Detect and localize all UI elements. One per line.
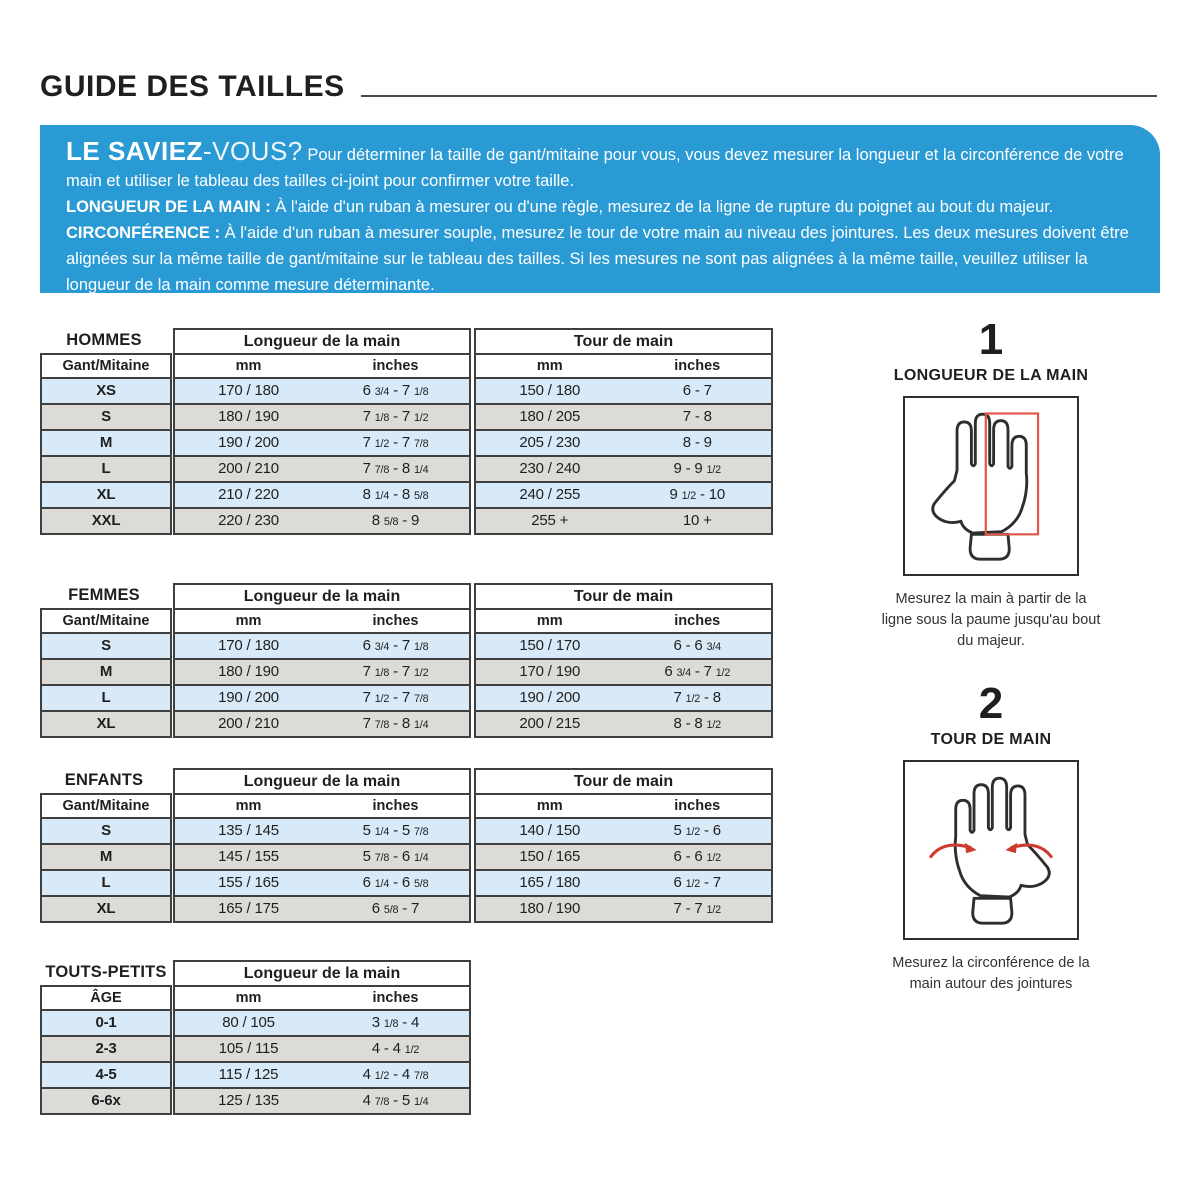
hand-length-icon bbox=[912, 405, 1070, 567]
table-row bbox=[476, 710, 771, 736]
cell-mm: 190 / 200 bbox=[218, 434, 279, 451]
size-cell: XL bbox=[96, 486, 116, 503]
unit-header-row bbox=[476, 795, 771, 817]
cell-inches: 7 1/2 - 7 7/8 bbox=[362, 434, 429, 451]
hand-circumference-group bbox=[474, 583, 773, 738]
cell-inches: 6 - 6 3/4 bbox=[673, 637, 721, 654]
unit-inches: inches bbox=[674, 358, 721, 374]
cell-inches: 6 1/4 - 6 5/8 bbox=[362, 874, 429, 891]
table-row bbox=[476, 658, 771, 684]
table-row bbox=[476, 455, 771, 481]
table-row bbox=[175, 895, 469, 921]
cell-mm: 105 / 115 bbox=[218, 1040, 279, 1057]
cell-inches: 7 7/8 - 8 1/4 bbox=[362, 460, 429, 477]
table-row bbox=[175, 684, 469, 710]
size-cell: M bbox=[99, 848, 113, 865]
table-row bbox=[476, 403, 771, 429]
cell-mm: 180 / 190 bbox=[519, 900, 581, 917]
table-row bbox=[175, 710, 469, 736]
cell-mm: 180 / 205 bbox=[519, 408, 581, 425]
unit-inches: inches bbox=[372, 990, 419, 1006]
table-title: HOMMES bbox=[66, 331, 142, 349]
cell-inches: 7 - 7 1/2 bbox=[673, 900, 721, 917]
table-row bbox=[42, 817, 170, 843]
cell-mm: 200 / 210 bbox=[218, 460, 279, 477]
table-row bbox=[175, 377, 469, 403]
size-column bbox=[40, 608, 172, 738]
hand-length-illustration bbox=[903, 396, 1079, 576]
table-title: ENFANTS bbox=[64, 771, 144, 789]
unit-inches: inches bbox=[372, 798, 419, 814]
cell-inches: 6 3/4 - 7 1/8 bbox=[362, 382, 429, 399]
table-row bbox=[42, 632, 170, 658]
unit-header-row bbox=[476, 355, 771, 377]
info-intro-text: Pour déterminer la taille de gant/mitaine pour vous, vous devez mesurer la longueur et la circonférence de votre main et utiliser le tableau des tailles ci-joint pour confirmer votre taille. bbox=[66, 146, 1124, 190]
size-cell: S bbox=[101, 408, 111, 425]
table-row bbox=[42, 710, 170, 736]
hand-length-label: LONGUEUR DE LA MAIN : bbox=[66, 198, 271, 216]
cell-mm: 135 / 145 bbox=[218, 822, 279, 839]
table-row bbox=[42, 1035, 170, 1061]
table-row bbox=[42, 1087, 170, 1113]
info-headline-light: -VOUS? bbox=[202, 136, 303, 166]
table-row bbox=[42, 843, 170, 869]
unit-mm: mm bbox=[235, 798, 262, 814]
info-circumference bbox=[66, 220, 1134, 298]
page-title: GUIDE DES TAILLES bbox=[40, 70, 345, 103]
size-column-header: Gant/Mitaine bbox=[62, 798, 150, 814]
age-column bbox=[40, 985, 172, 1115]
cell-mm: 190 / 200 bbox=[218, 689, 279, 706]
step-number: 1 bbox=[978, 315, 1004, 364]
cell-mm: 150 / 170 bbox=[519, 637, 581, 654]
table-title: TOUTS-PETITS bbox=[45, 963, 167, 981]
table-row bbox=[175, 658, 469, 684]
table-row bbox=[42, 658, 170, 684]
cell-mm: 230 / 240 bbox=[519, 460, 581, 477]
cell-inches: 8 - 9 bbox=[682, 434, 712, 451]
table-row bbox=[175, 403, 469, 429]
unit-mm: mm bbox=[536, 798, 563, 814]
info-intro bbox=[66, 138, 1134, 194]
cell-inches: 9 1/2 - 10 bbox=[669, 486, 726, 503]
cell-inches: 9 - 9 1/2 bbox=[673, 460, 721, 477]
table-row bbox=[476, 481, 771, 507]
cell-mm: 170 / 190 bbox=[519, 663, 581, 680]
table-row bbox=[175, 1061, 469, 1087]
page-header bbox=[40, 72, 1157, 102]
cell-inches: 7 - 8 bbox=[682, 408, 712, 425]
table-row bbox=[175, 1087, 469, 1113]
cell-mm: 220 / 230 bbox=[218, 512, 279, 529]
cell-inches: 8 1/4 - 8 5/8 bbox=[362, 486, 429, 503]
cell-inches: 7 1/8 - 7 1/2 bbox=[362, 663, 429, 680]
step-title: TOUR DE MAIN bbox=[930, 731, 1052, 748]
cell-inches: 10 + bbox=[682, 512, 712, 529]
cell-inches: 4 - 4 1/2 bbox=[371, 1040, 420, 1057]
table-row bbox=[175, 843, 469, 869]
info-box bbox=[40, 125, 1160, 293]
table-row bbox=[175, 869, 469, 895]
cell-mm: 170 / 180 bbox=[218, 382, 279, 399]
age-cell: 2-3 bbox=[95, 1040, 117, 1057]
table-title: FEMMES bbox=[68, 586, 140, 604]
step-title: LONGUEUR DE LA MAIN bbox=[893, 367, 1089, 384]
instruction-hand-length bbox=[880, 315, 1102, 652]
size-cell: XXL bbox=[91, 512, 121, 529]
cell-inches: 5 1/4 - 5 7/8 bbox=[362, 822, 429, 839]
hand-circumference-group bbox=[474, 328, 773, 535]
cell-inches: 6 1/2 - 7 bbox=[673, 874, 721, 891]
unit-header-row bbox=[476, 610, 771, 632]
cell-mm: 180 / 190 bbox=[218, 408, 279, 425]
table-row bbox=[476, 869, 771, 895]
table-row bbox=[175, 817, 469, 843]
cell-mm: 165 / 175 bbox=[218, 900, 279, 917]
cell-inches: 8 5/8 - 9 bbox=[371, 512, 420, 529]
group-header: Longueur de la main bbox=[175, 962, 469, 987]
cell-mm: 200 / 215 bbox=[519, 715, 581, 732]
size-cell: M bbox=[99, 434, 113, 451]
cell-mm: 150 / 165 bbox=[519, 848, 581, 865]
table-row bbox=[175, 632, 469, 658]
unit-header-row bbox=[175, 987, 469, 1009]
size-cell: S bbox=[101, 822, 111, 839]
table-row bbox=[476, 507, 771, 533]
age-cell: 4-5 bbox=[95, 1066, 117, 1083]
step-caption: Mesurez la circonférence de la main autour des jointures bbox=[892, 955, 1090, 992]
cell-mm: 140 / 150 bbox=[519, 822, 581, 839]
cell-mm: 80 / 105 bbox=[222, 1014, 275, 1031]
cell-mm: 240 / 255 bbox=[519, 486, 581, 503]
unit-inches: inches bbox=[674, 613, 721, 629]
group-header: Longueur de la main bbox=[175, 585, 469, 610]
circumference-text: À l'aide d'un ruban à mesurer souple, mesurez le tour de votre main au niveau des jointures. Les deux mesures doivent être alignées sur la même taille de gant/mitaine sur le tableau des tailles. Si les mesures ne sont pas alignées à la même taille, veuillez utiliser la longueur de la main comme mesure déterminante. bbox=[66, 224, 1129, 294]
title-rule bbox=[361, 95, 1157, 97]
cell-inches: 4 7/8 - 5 1/4 bbox=[362, 1092, 429, 1109]
table-row bbox=[42, 403, 170, 429]
cell-inches: 7 1/2 - 8 bbox=[673, 689, 721, 706]
hand-length-group bbox=[173, 328, 471, 535]
info-headline: LE SAVIEZ bbox=[66, 136, 203, 166]
cell-mm: 200 / 210 bbox=[218, 715, 279, 732]
cell-mm: 150 / 180 bbox=[519, 382, 581, 399]
table-row bbox=[42, 895, 170, 921]
size-column-header: Gant/Mitaine bbox=[62, 358, 150, 374]
cell-inches: 8 - 8 1/2 bbox=[673, 715, 721, 732]
cell-inches: 5 1/2 - 6 bbox=[673, 822, 721, 839]
size-cell: L bbox=[101, 460, 111, 477]
table-row bbox=[42, 1009, 170, 1035]
cell-mm: 190 / 200 bbox=[519, 689, 581, 706]
cell-mm: 155 / 165 bbox=[218, 874, 279, 891]
cell-mm: 180 / 190 bbox=[218, 663, 279, 680]
group-header: Tour de main bbox=[476, 585, 771, 610]
table-row bbox=[42, 507, 170, 533]
size-cell: XS bbox=[96, 382, 116, 399]
cell-inches: 7 7/8 - 8 1/4 bbox=[362, 715, 429, 732]
unit-mm: mm bbox=[235, 358, 262, 374]
cell-inches: 6 3/4 - 7 1/8 bbox=[362, 637, 429, 654]
table-row bbox=[476, 684, 771, 710]
size-column-header: Gant/Mitaine bbox=[62, 613, 150, 629]
cell-inches: 7 1/2 - 7 7/8 bbox=[362, 689, 429, 706]
cell-mm: 255 + bbox=[531, 512, 569, 529]
table-row bbox=[175, 429, 469, 455]
table-row bbox=[42, 869, 170, 895]
group-header: Longueur de la main bbox=[175, 770, 469, 795]
circumference-label: CIRCONFÉRENCE : bbox=[66, 224, 221, 242]
table-row bbox=[175, 1035, 469, 1061]
cell-mm: 205 / 230 bbox=[519, 434, 581, 451]
unit-inches: inches bbox=[674, 798, 721, 814]
table-row bbox=[42, 1061, 170, 1087]
table-row bbox=[175, 455, 469, 481]
unit-header-row bbox=[175, 355, 469, 377]
instruction-hand-circumference bbox=[880, 679, 1102, 995]
group-header: Tour de main bbox=[476, 770, 771, 795]
table-row bbox=[42, 481, 170, 507]
cell-inches: 6 - 6 1/2 bbox=[673, 848, 721, 865]
hand-length-group bbox=[173, 768, 471, 923]
size-cell: L bbox=[101, 874, 111, 891]
size-column bbox=[40, 353, 172, 535]
table-row bbox=[476, 632, 771, 658]
unit-mm: mm bbox=[235, 990, 262, 1006]
size-cell: XL bbox=[96, 715, 116, 732]
table-row bbox=[42, 429, 170, 455]
table-row bbox=[476, 895, 771, 921]
cell-mm: 210 / 220 bbox=[218, 486, 279, 503]
cell-inches: 3 1/8 - 4 bbox=[371, 1014, 420, 1031]
size-cell: XL bbox=[96, 900, 116, 917]
hand-circumference-illustration bbox=[903, 760, 1079, 940]
table-row bbox=[42, 455, 170, 481]
table-row bbox=[175, 481, 469, 507]
table-row bbox=[476, 843, 771, 869]
unit-mm: mm bbox=[536, 613, 563, 629]
size-cell: L bbox=[101, 689, 111, 706]
cell-inches: 6 - 7 bbox=[682, 382, 712, 399]
cell-mm: 125 / 135 bbox=[218, 1092, 279, 1109]
cell-inches: 6 5/8 - 7 bbox=[371, 900, 420, 917]
unit-header-row bbox=[175, 610, 469, 632]
age-cell: 6-6x bbox=[91, 1092, 121, 1109]
table-row bbox=[175, 1009, 469, 1035]
hand-length-group bbox=[173, 960, 471, 1115]
info-hand-length bbox=[66, 194, 1134, 220]
hand-length-group bbox=[173, 583, 471, 738]
cell-inches: 7 1/8 - 7 1/2 bbox=[362, 408, 429, 425]
table-row bbox=[175, 507, 469, 533]
unit-inches: inches bbox=[372, 358, 419, 374]
hand-circumference-icon bbox=[912, 769, 1070, 931]
table-row bbox=[42, 377, 170, 403]
unit-header-row bbox=[175, 795, 469, 817]
hand-length-text: À l'aide d'un ruban à mesurer ou d'une règle, mesurez de la ligne de rupture du poignet au bout du majeur. bbox=[275, 198, 1054, 216]
unit-mm: mm bbox=[235, 613, 262, 629]
table-row bbox=[476, 377, 771, 403]
size-cell: M bbox=[99, 663, 113, 680]
unit-mm: mm bbox=[536, 358, 563, 374]
size-cell: S bbox=[101, 637, 111, 654]
table-row bbox=[476, 817, 771, 843]
step-caption: Mesurez la main à partir de la ligne sous la paume jusqu'au bout du majeur. bbox=[881, 591, 1101, 649]
age-column-header: ÂGE bbox=[90, 990, 122, 1006]
cell-inches: 4 1/2 - 4 7/8 bbox=[362, 1066, 429, 1083]
group-header: Longueur de la main bbox=[175, 330, 469, 355]
table-row bbox=[476, 429, 771, 455]
size-column bbox=[40, 793, 172, 923]
unit-inches: inches bbox=[372, 613, 419, 629]
age-cell: 0-1 bbox=[95, 1014, 117, 1031]
step-number: 2 bbox=[978, 679, 1004, 728]
cell-inches: 5 7/8 - 6 1/4 bbox=[362, 848, 429, 865]
cell-mm: 115 / 125 bbox=[218, 1066, 279, 1083]
cell-inches: 6 3/4 - 7 1/2 bbox=[664, 663, 731, 680]
group-header: Tour de main bbox=[476, 330, 771, 355]
hand-circumference-group bbox=[474, 768, 773, 923]
cell-mm: 145 / 155 bbox=[218, 848, 279, 865]
cell-mm: 165 / 180 bbox=[519, 874, 581, 891]
table-row bbox=[42, 684, 170, 710]
cell-mm: 170 / 180 bbox=[218, 637, 279, 654]
